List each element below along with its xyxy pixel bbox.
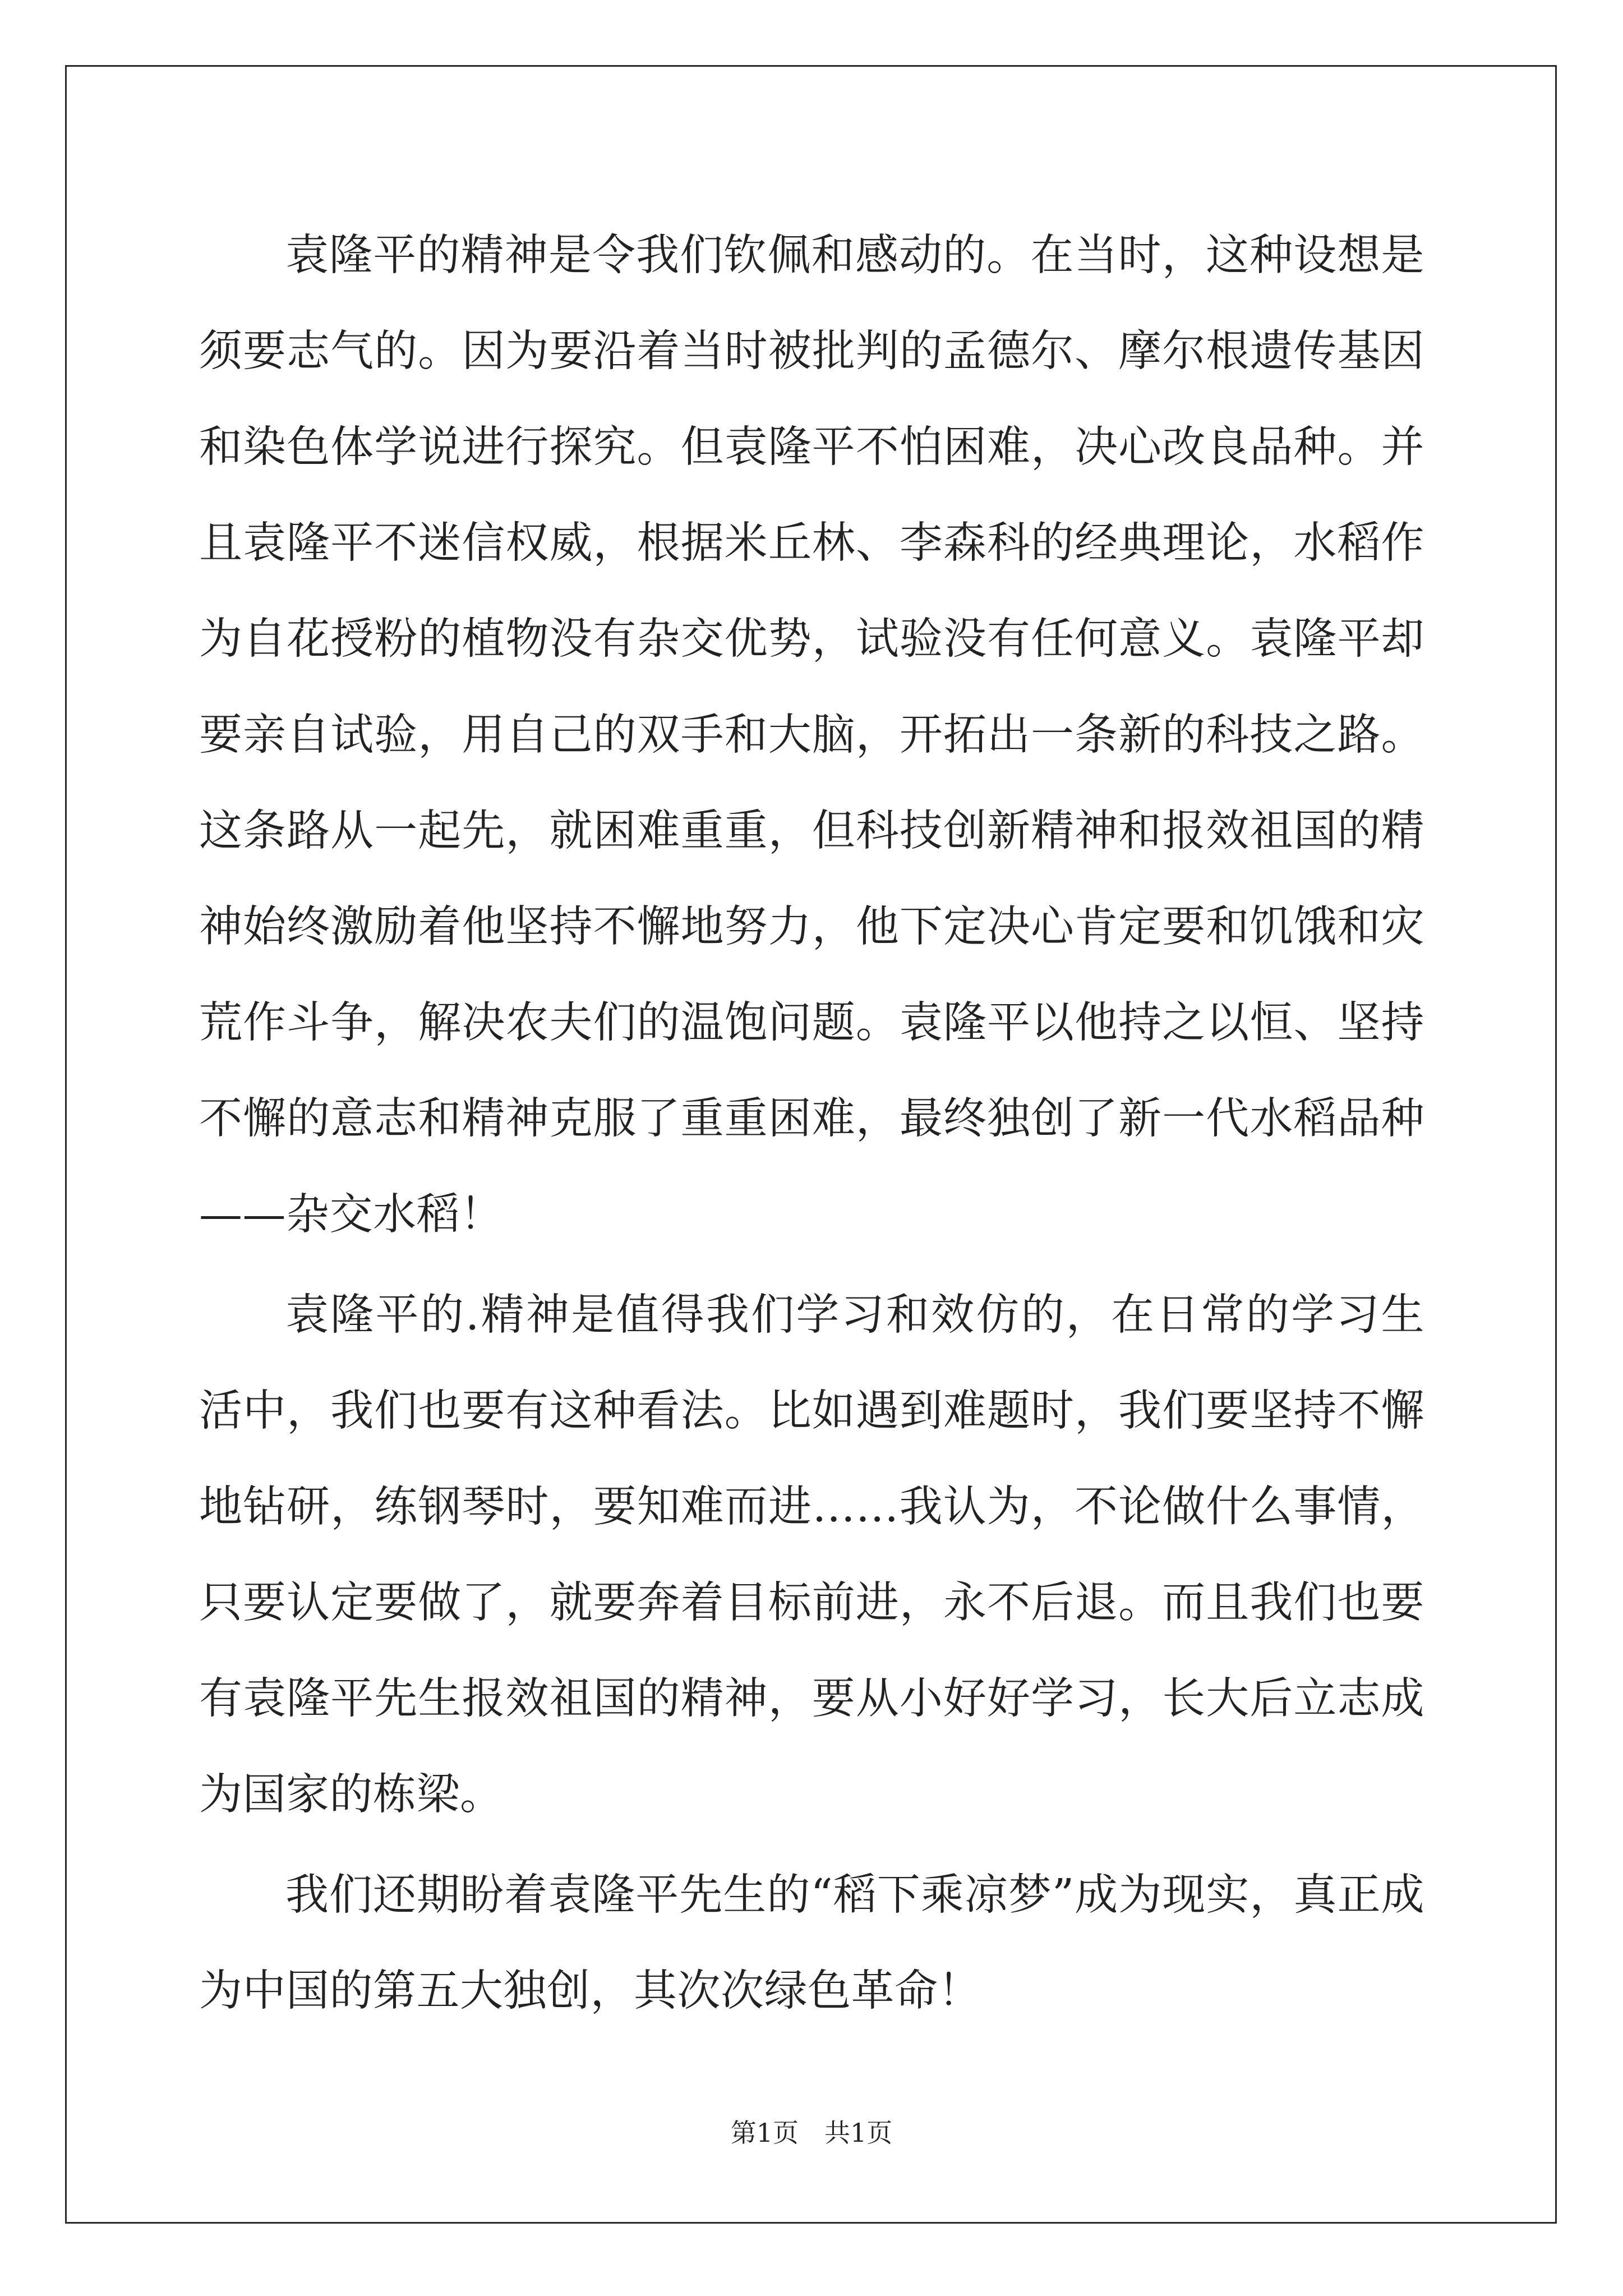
page-number-total: 共1页 (824, 2118, 893, 2148)
paragraph-2: 袁隆平的.精神是值得我们学习和效仿的，在日常的学习生活中，我们也要有这种看法。比如遇到难题时，我们要坚持不懈地钻研，练钢琴时，要知难而进……我认为，不论做什么事情，只要认定要做了，就要奔着目标前进，永不后退。而且我们也要有袁隆平先生报效祖国的精神，要从小好好学习，长大后立志成为国家的栋梁。 (199, 1290, 1424, 1820)
document-body (199, 208, 1424, 2039)
page-number-current: 第1页 (730, 2118, 799, 2148)
page-footer (0, 2116, 1623, 2150)
paragraph-1: 袁隆平的精神是令我们钦佩和感动的。在当时，这种设想是须要志气的。因为要沿着当时被批判的孟德尔、摩尔根遗传基因和染色体学说进行探究。但袁隆平不怕困难，决心改良品种。并且袁隆平不迷信权威，根据米丘林、李森科的经典理论，水稻作为自花授粉的植物没有杂交优势，试验没有任何意义。袁隆平却要亲自试验，用自己的双手和大脑，开拓出一条新的科技之路。这条路从一起先，就困难重重，但科技创新精神和报效祖国的精神始终激励着他坚持不懈地努力，他下定决心肯定要和饥饿和灾荒作斗争，解决农夫们的温饱问题。袁隆平以他持之以恒、坚持不懈的意志和精神克服了重重困难，最终独创了新一代水稻品种——杂交水稻！ (199, 231, 1424, 1240)
paragraph-3: 我们还期盼着袁隆平先生的“稻下乘凉梦”成为现实，真正成为中国的第五大独创，其次次绿色革命！ (199, 1870, 1424, 2016)
